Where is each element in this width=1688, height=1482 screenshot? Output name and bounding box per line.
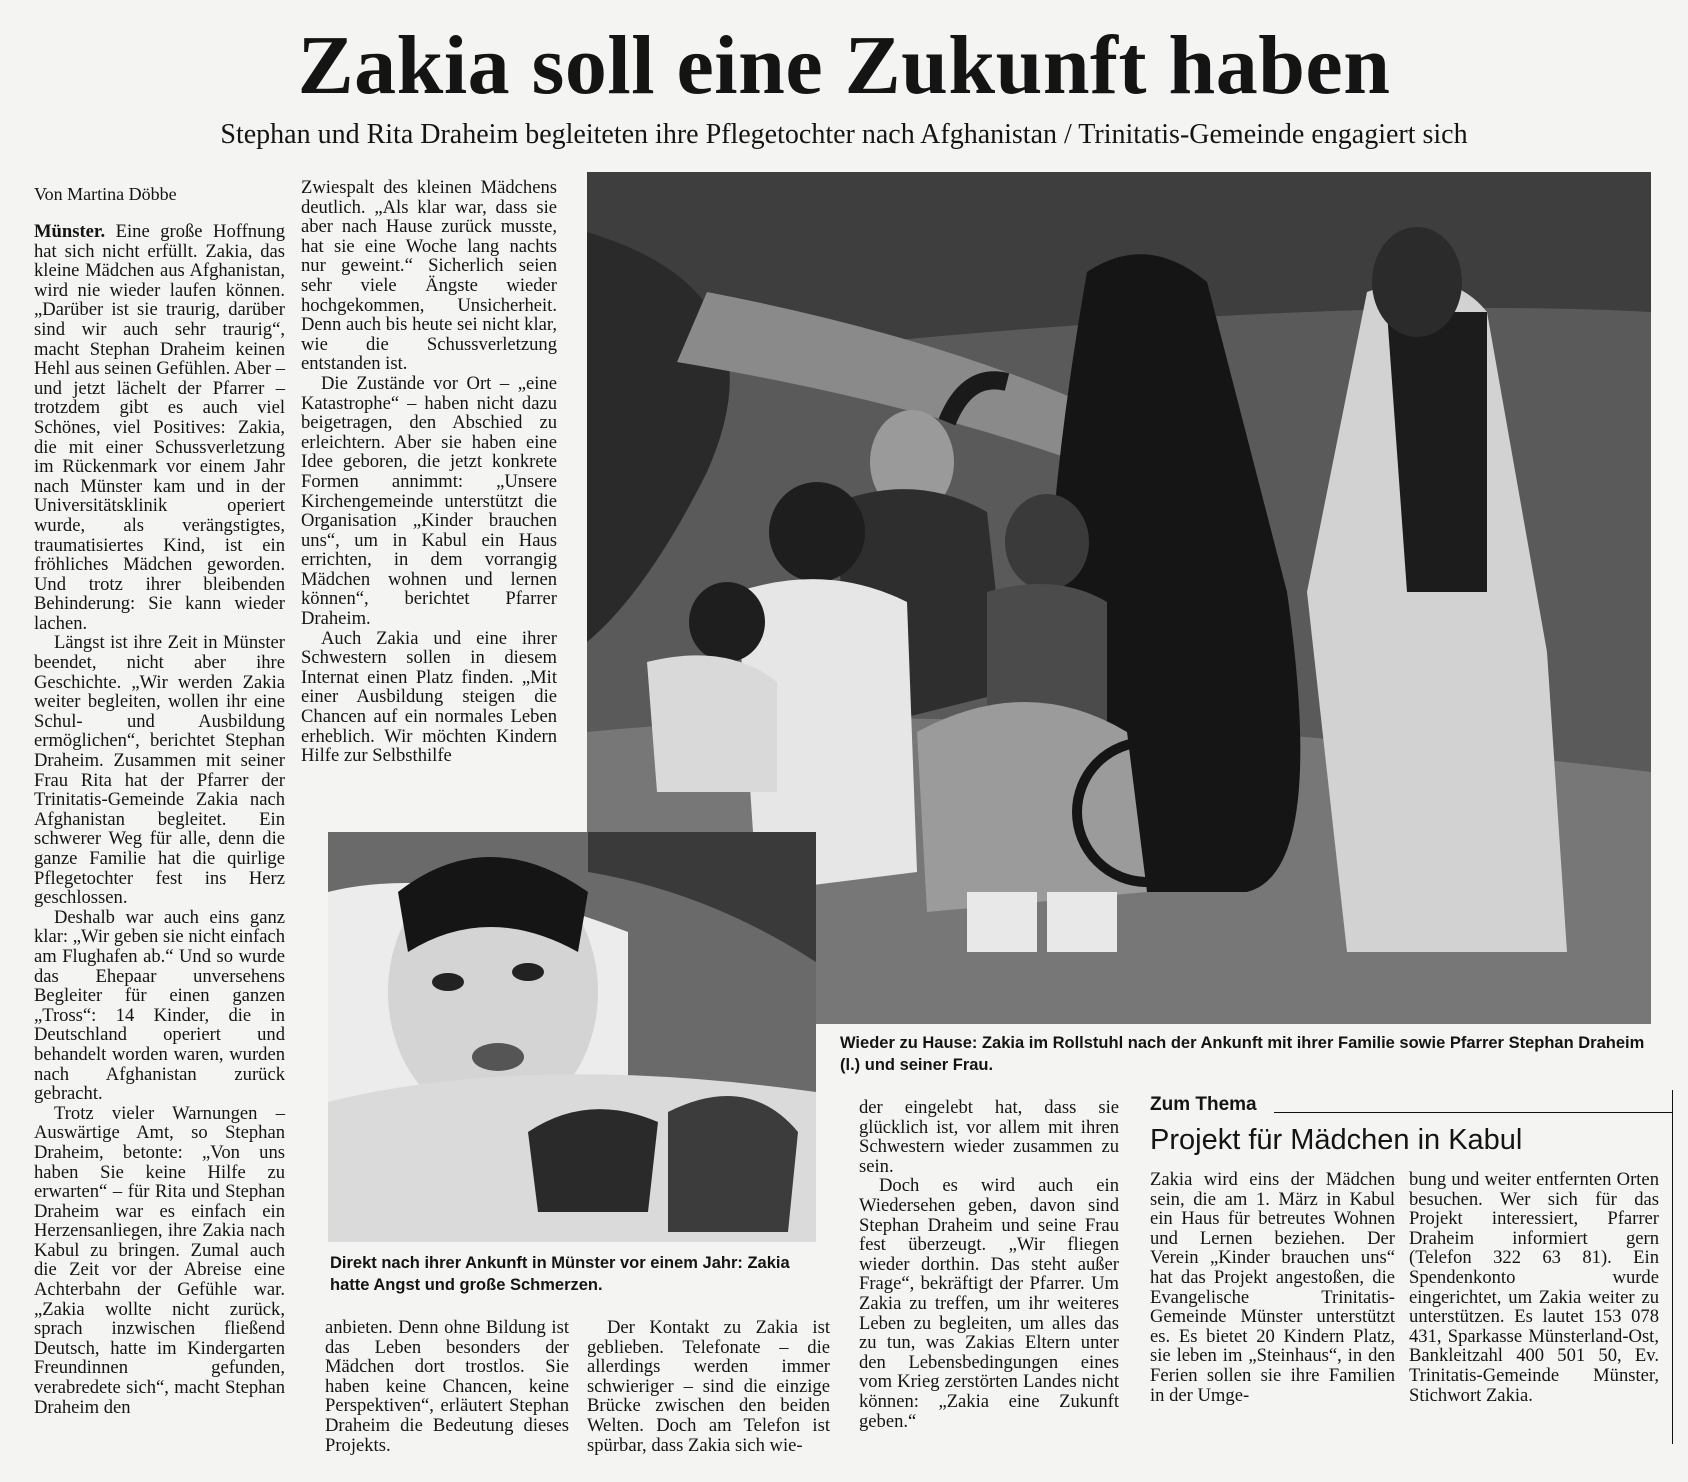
info-box-kicker: Zum Thema	[1150, 1094, 1257, 1115]
paragraph: Trotz vieler Warnungen – Auswärtige Amt, so Stephan Draheim, betonte: „Von uns haben Sie keine Hilfe zu erwarten“ – für Rita und Stephan Draheim war es einfach ein Herzensanliegen, ihre Zakia nach Kabul zu bringen. Zumal auch die Zeit vor der Abreise eine Achterbahn der Gefühle war. „Zakia wollte nicht zurück, sprach inzwischen fließend Deutsch, hatte im Kindergarten Freundinnen gefunden, verabredete sich“, macht Stephan Draheim den	[34, 1102, 285, 1418]
dateline: Münster.	[34, 221, 106, 242]
byline: Von Martina Döbbe	[34, 184, 177, 204]
lead-paragraph	[34, 222, 285, 633]
info-box	[1144, 1090, 1673, 1444]
info-box-column-2	[1409, 1170, 1659, 1405]
headline: Zakia soll eine Zukunft haben	[297, 19, 1391, 112]
paragraph: der eingelebt hat, dass sie glücklich ist, vor allem mit ihren Schwestern wieder zusammen zu sein.	[859, 1097, 1119, 1177]
article-column-2	[301, 178, 557, 766]
article-column-2-continued	[325, 1318, 569, 1455]
subheadline: Stephan und Rita Draheim begleiteten ihre Pflegetochter nach Afghanistan / Trinitatis-Gemeinde engagiert sich	[220, 119, 1468, 150]
article-column-4	[859, 1098, 1119, 1431]
hospital-photo-illustration	[328, 832, 816, 1242]
paragraph: Auch Zakia und eine ihrer Schwestern sollen in diesem Internat einen Platz finden. „Mit einer Ausbildung steigen die Chancen auf ein normales Leben erheblich. Wir möchten Kindern Hilfe zur Selbsthilfe	[301, 627, 557, 767]
paragraph: Längst ist ihre Zeit in Münster beendet, nicht aber ihre Geschichte. „Wir werden Zakia weiter begleiten, wollen ihr eine Schul- und Ausbildung ermöglichen“, berichtet Stephan Draheim. Zusammen mit seiner Frau Rita hat der Pfarrer der Trinitatis-Gemeinde Zakia nach Afghanistan begleitet. Ein schwerer Weg für alle, denn die ganze Familie hat die quirlige Pflegetochter fest ins Herz geschlossen.	[34, 632, 285, 909]
info-box-rule	[1274, 1112, 1672, 1113]
paragraph: Der Kontakt zu Zakia ist geblieben. Telefonate – die allerdings werden immer schwieriger – sind die einzige Brücke zwischen den beiden Welten. Doch am Telefon ist spürbar, dass Zakia sich wie-	[587, 1317, 830, 1456]
paragraph: Deshalb war auch eins ganz klar: „Wir geben sie nicht einfach am Flughafen ab.“ Und so wurde das Ehepaar unversehens Begleiter für einen ganzen „Tross“: 14 Kinder, die in Deutschland operiert und behandelt worden waren, wurden nach Afghanistan zurück gebracht.	[34, 906, 285, 1105]
article-column-3	[587, 1318, 830, 1455]
paragraph: Zwiespalt des kleinen Mädchens deutlich. „Als klar war, dass sie aber nach Hause zurück musste, hat sie eine Woche lang nachts nur geweint.“ Sicherlich seien sehr viele Ängste wieder hochgekommen, Unsicherheit. Denn auch bis heute sei nicht klar, wie die Schussverletzung entstanden ist.	[301, 177, 557, 375]
paragraph: Zakia wird eins der Mädchen sein, die am 1. März in Kabul ein Haus für betreutes Wohnen und Lernen beziehen. Der Verein „Kinder brauchen uns“ hat das Projekt angestoßen, die Evangelische Trinitatis-Gemeinde Münster unterstützt es. Es bietet 20 Kindern Platz, sie leben im „Steinhaus“, in den Ferien sollen sie ihre Familien in der Umge-	[1150, 1169, 1395, 1406]
paragraph: Die Zustände vor Ort – „eine Katastrophe“ – haben nicht dazu beigetragen, den Abschied zu erleichtern. Aber sie haben eine Idee geboren, die jetzt konkrete Formen annimmt: „Unsere Kirchengemeinde unterstützt die Organisation „Kinder brauchen uns“, um in Kabul ein Haus errichten, in dem vorrangig Mädchen wohnen und lernen können“, berichtet Pfarrer Draheim.	[301, 372, 557, 630]
info-box-title: Projekt für Mädchen in Kabul	[1150, 1124, 1523, 1156]
paragraph-text: Eine große Hoffnung hat sich nicht erfüllt. Zakia, das kleine Mädchen aus Afghanistan, wird nie wieder laufen können. „Darüber ist sie traurig, darüber sind wir auch sehr traurig“, macht Stephan Draheim keinen Hehl aus seinen Gefühlen. Aber – und jetzt lächelt der Pfarrer – trotzdem gibt es auch viel Schönes, viel Positives: Zakia, die mit einer Schussverletzung im Rückenmark vor einem Jahr nach Münster kam und in der Universitätsklinik operiert wurde, als verängstigtes, traumatisiertes Kind, ist ein fröhliches Mädchen geworden. Und trotz ihrer bleibenden Behinderung: Sie kann wieder lachen.	[34, 221, 285, 634]
paragraph: bung und weiter entfernten Orten besuchen. Wer sich für das Projekt interessiert, Pfarrer Draheim informiert gern (Telefon 322 63 81). Ein Spendenkonto wurde eingerichtet, um Zakia weiter zu unterstützen. Es lautet 153 078 431, Sparkasse Münsterland-Ost, Bankleitzahl 400 501 50, Ev. Trinitatis-Gemeinde Münster, Stichwort Zakia.	[1409, 1169, 1659, 1406]
paragraph: anbieten. Denn ohne Bildung ist das Leben besonders der Mädchen dort trostlos. Sie haben keine Chancen, keine Perspektiven“, erläutert Stephan Draheim die Bedeutung dieses Projekts.	[325, 1317, 569, 1456]
info-box-column-1	[1150, 1170, 1395, 1405]
hospital-photo	[328, 832, 816, 1242]
hospital-photo-caption: Direkt nach ihrer Ankunft in Münster vor einem Jahr: Zakia hatte Angst und große Schmerzen.	[330, 1254, 790, 1294]
article-column-1	[34, 222, 285, 1417]
paragraph: Doch es wird auch ein Wiedersehen geben, davon sind Stephan Draheim und seine Frau fest überzeugt. „Wir fliegen wieder dorthin. Das steht außer Frage“, bekräftigt der Pfarrer. Um Zakia zu treffen, um ihr weiteres Leben zu begleiten, um alles das zu tun, was Zakias Eltern unter den Lebensbedingungen eines vom Krieg zerstörten Landes nicht können: „Zakia eine Zukunft geben.“	[859, 1175, 1119, 1432]
main-photo-caption: Wieder zu Hause: Zakia im Rollstuhl nach der Ankunft mit ihrer Familie sowie Pfarrer Stephan Draheim (l.) und seiner Frau.	[840, 1034, 1645, 1074]
